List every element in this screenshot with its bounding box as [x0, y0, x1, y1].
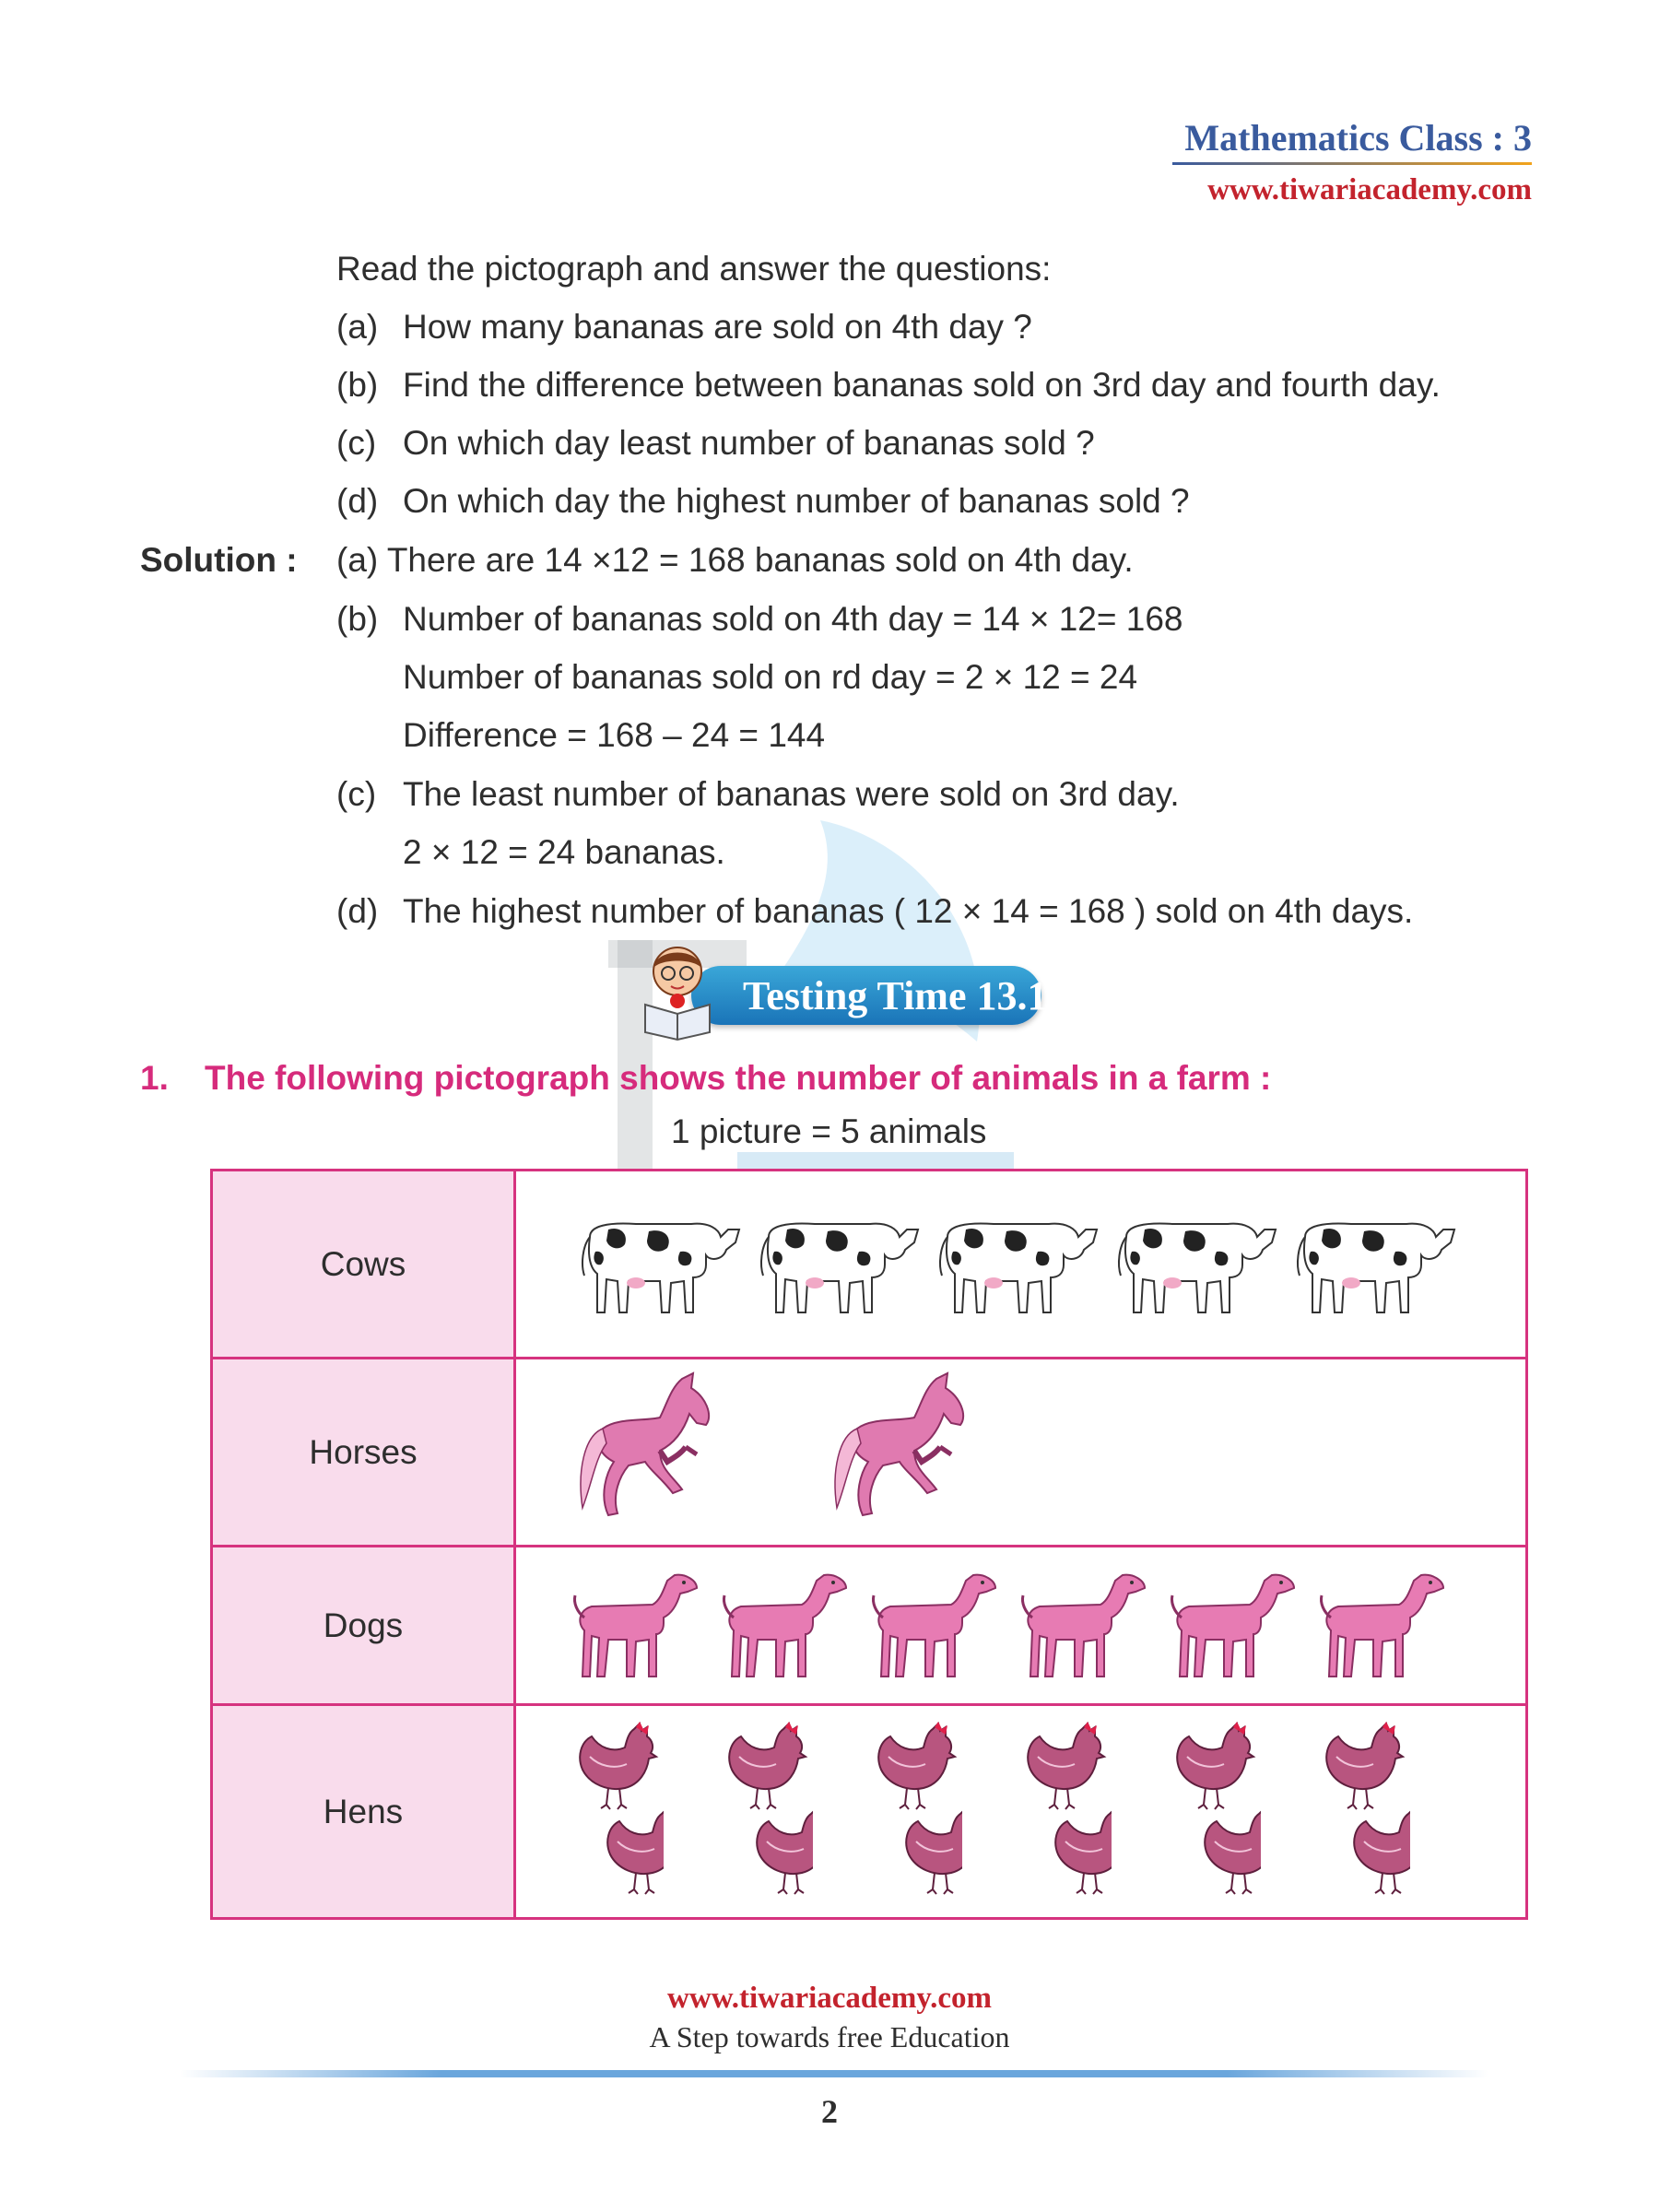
- reading-kid-icon: [636, 940, 719, 1041]
- category-label-cows: Cows: [212, 1171, 515, 1359]
- solution-b-line: Difference = 168 – 24 = 144: [403, 716, 826, 754]
- footer-rule: [180, 2070, 1488, 2077]
- hen-icon: [1028, 1722, 1104, 1809]
- hen-icon-pair: [721, 1720, 813, 1904]
- cow-icon: [1108, 1209, 1279, 1320]
- hen-icon-pair: [1318, 1720, 1410, 1904]
- icon-strip-hens: [516, 1720, 1525, 1904]
- picture-cell-horses: [515, 1359, 1527, 1547]
- header-rule: [1172, 162, 1532, 165]
- dog-icon: [870, 1566, 999, 1686]
- hen-icon: [1177, 1722, 1253, 1809]
- hen-icon: [906, 1806, 962, 1894]
- header-website: www.tiwariacademy.com: [1207, 173, 1532, 206]
- hen-icon-pair: [1019, 1720, 1112, 1904]
- hen-icon: [1055, 1806, 1112, 1894]
- question-label: (a): [336, 308, 379, 346]
- pictograph-row-cows: [212, 1171, 1527, 1359]
- horse-icon: [826, 1370, 992, 1535]
- question-label: (c): [336, 424, 377, 462]
- solution-b-line: Number of bananas sold on 4th day = 14 × 12= 168: [403, 600, 1183, 638]
- hen-icon-pair: [1169, 1720, 1261, 1904]
- testing-time-badge: [636, 940, 1048, 1041]
- solution-a: (a) There are 14 ×12 = 168 bananas sold on 4th day.: [336, 541, 1134, 579]
- exercise-question: [140, 1058, 1271, 1099]
- exercise-text: The following pictograph shows the number of animals in a farm :: [205, 1059, 1272, 1097]
- cow-icon: [571, 1209, 743, 1320]
- hen-icon: [878, 1722, 955, 1809]
- dog-icon: [721, 1566, 850, 1686]
- footer-tagline: A Step towards free Education: [649, 2020, 1010, 2053]
- question-text: How many bananas are sold on 4th day ?: [403, 308, 1032, 346]
- solution-c-line: The least number of bananas were sold on 3rd day.: [403, 775, 1180, 813]
- pictograph-row-hens: [212, 1705, 1527, 1919]
- horse-icon: [571, 1370, 737, 1535]
- solution-b-label: (b): [336, 600, 379, 638]
- icon-strip-horses: [516, 1370, 1525, 1535]
- picture-cell-dogs: [515, 1547, 1527, 1705]
- pictograph-row-dogs: [212, 1547, 1527, 1705]
- dog-icon: [1318, 1566, 1447, 1686]
- solution-d-label: (d): [336, 892, 379, 930]
- pictograph-row-horses: [212, 1359, 1527, 1547]
- badge-text: Testing Time 13.1: [743, 973, 1048, 1018]
- question-label: (b): [336, 366, 379, 404]
- cow-icon: [929, 1209, 1100, 1320]
- hen-icon: [729, 1722, 806, 1809]
- question-text: Find the difference between bananas sold on 3rd day and fourth day.: [403, 366, 1441, 404]
- picture-cell-hens: [515, 1705, 1527, 1919]
- hen-icon: [580, 1722, 656, 1809]
- hen-icon: [1326, 1722, 1403, 1809]
- subject-title: Mathematics Class : 3: [1184, 117, 1532, 159]
- icon-strip-dogs: [516, 1566, 1525, 1686]
- pictograph-table: [210, 1169, 1528, 1920]
- page-number: 2: [821, 2093, 838, 2130]
- solution-d-text: The highest number of bananas ( 12 × 14 = 168 ) sold on 4th days.: [403, 892, 1414, 930]
- page-header: [1172, 118, 1532, 207]
- hen-icon: [1354, 1806, 1410, 1894]
- icon-strip-cows: [516, 1209, 1525, 1320]
- badge-pill: [691, 966, 1048, 1025]
- dog-icon: [1169, 1566, 1298, 1686]
- solution-c-label: (c): [336, 775, 377, 813]
- category-label-dogs: Dogs: [212, 1547, 515, 1705]
- hen-icon-pair: [870, 1720, 962, 1904]
- picture-cell-cows: [515, 1171, 1527, 1359]
- exercise-number: 1.: [140, 1059, 169, 1097]
- question-label: (d): [336, 482, 379, 520]
- cow-icon: [1287, 1209, 1458, 1320]
- hen-icon: [1205, 1806, 1261, 1894]
- question-text: On which day the highest number of bananas sold ?: [403, 482, 1190, 520]
- hen-icon: [607, 1806, 664, 1894]
- solution-c-line: 2 × 12 = 24 bananas.: [403, 833, 725, 871]
- question-text: On which day least number of bananas sold ?: [403, 424, 1095, 462]
- solution-label: Solution :: [140, 541, 298, 579]
- intro-text: Read the pictograph and answer the questions:: [336, 250, 1052, 288]
- category-label-horses: Horses: [212, 1359, 515, 1547]
- footer-website: www.tiwariacademy.com: [667, 1982, 992, 2015]
- cow-icon: [750, 1209, 922, 1320]
- dog-icon: [1019, 1566, 1148, 1686]
- pictograph-key: 1 picture = 5 animals: [671, 1112, 987, 1150]
- hen-icon-pair: [571, 1720, 664, 1904]
- solution-b-line: Number of bananas sold on rd day = 2 × 12 = 24: [403, 658, 1138, 696]
- hen-icon: [757, 1806, 813, 1894]
- dog-icon: [571, 1566, 700, 1686]
- category-label-hens: Hens: [212, 1705, 515, 1919]
